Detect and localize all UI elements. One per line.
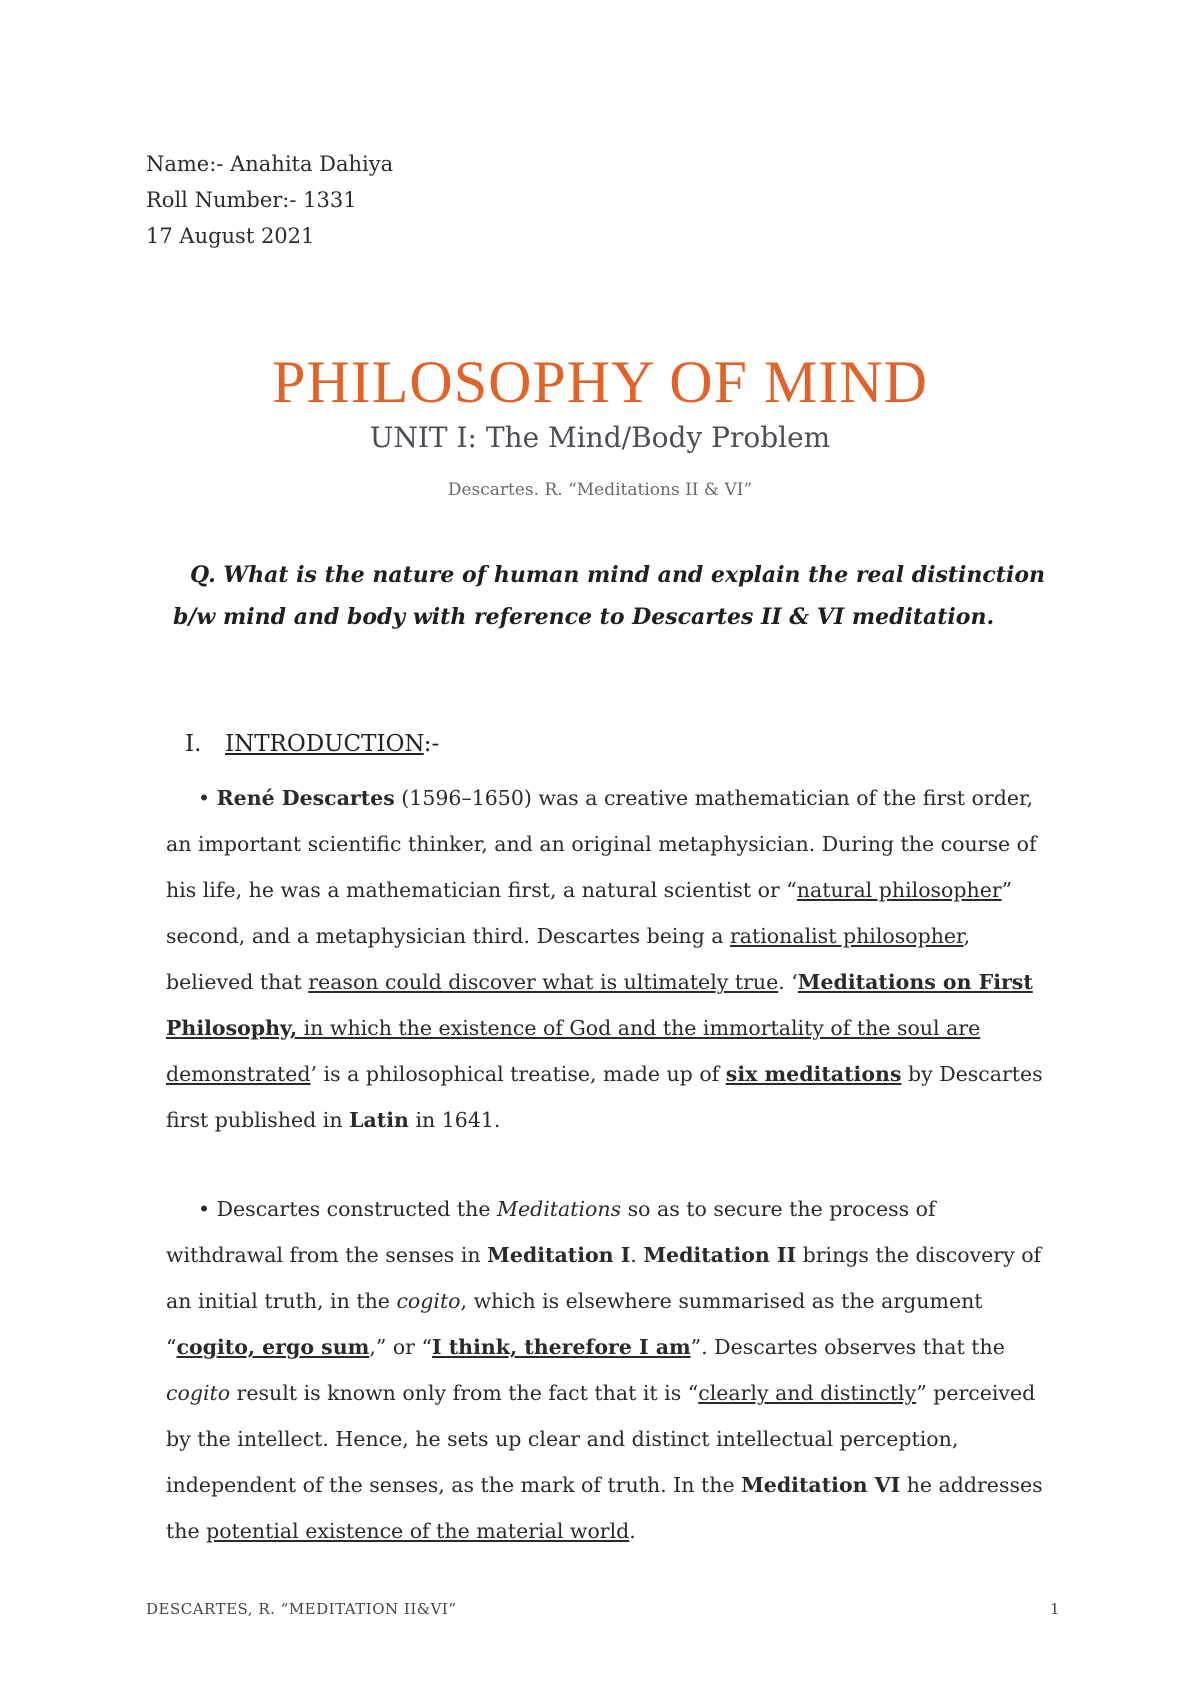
intro-paragraph-1 [166,775,1046,1143]
underlined-text: in which the existence of God and the immortality of the soul are demonstrated [166,1016,981,1086]
intro-paragraph-2 [166,1186,1046,1554]
page-title: PHILOSOPHY OF MIND [272,349,928,415]
question-line-1: Q. What is the nature of human mind and explain the real distinction [190,562,1045,588]
text: (1596–1650) was a creative mathematician of the first order, an important scientific thinker, and an original metaphysician. During the course of his life, he was a mathematician first, a natural scientist or “ [166,786,1037,902]
page-number: 1 [1050,1600,1060,1618]
roll-number: Roll Number:- 1331 [146,188,357,212]
text: ,” or “ [369,1335,432,1359]
underlined-text: potential existence of the material world [206,1519,630,1543]
bold-underlined-text: six meditations [725,1062,902,1086]
underlined-text: rationalist philosopher [729,924,964,948]
text: ’ is a philosophical treatise, made up of [310,1062,726,1086]
italic-text: Meditations [496,1197,622,1221]
text: , which is elsewhere summarised as the argument “ [166,1289,983,1359]
text: Descartes constructed the [210,1197,497,1221]
italic-text: cogito [396,1289,461,1313]
text: so as to secure the process of withdrawal from the senses in [166,1197,936,1267]
footer-title: DESCARTES, R. “MEDITATION II&VI” [146,1600,457,1618]
text: . ‘ [778,970,798,994]
document-date: 17 August 2021 [146,224,315,248]
text: . [629,1519,636,1543]
unit-subtitle: UNIT I: The Mind/Body Problem [369,421,831,454]
text: he addresses the [166,1473,1043,1543]
section-number: I. [185,731,202,757]
bold-underlined-text: Meditations on First Philosophy, [166,970,1033,1040]
section-suffix: :- [423,731,440,757]
author-name: Name:- Anahita Dahiya [146,152,394,176]
descartes-name: René Descartes [216,786,395,810]
bold-text: Meditation II [643,1243,797,1267]
bold-text: Meditation VI [741,1473,901,1497]
underlined-text: reason could discover what is ultimately true [308,970,779,994]
text: ”. Descartes observes that the [690,1335,1005,1359]
text: by Descartes first published in [166,1062,1043,1132]
question [173,554,1070,638]
question-line-2: b/w mind and body with reference to Descartes II & VI meditation. [173,604,995,630]
section-label: INTRODUCTION [225,731,424,757]
bold-text: Meditation I [487,1243,631,1267]
text: . [630,1243,644,1267]
text: result is known only from the fact that it is “ [230,1381,699,1405]
italic-text: cogito [166,1381,231,1405]
text: ” perceived by the intellect. Hence, he sets up clear and distinct intellectual perception, independent of the senses, as the mark of truth. In the [166,1381,1036,1497]
text: in 1641. [408,1108,501,1132]
bold-underlined-text: cogito, ergo sum [176,1335,370,1359]
text: brings the discovery of an initial truth, in the [166,1243,1042,1313]
bullet-icon: • [198,786,211,810]
bullet-icon: • [198,1197,211,1221]
section-heading [185,727,439,761]
source-reference: Descartes. R. “Meditations II & VI” [447,480,753,500]
bold-text: Latin [349,1108,409,1132]
author-info [146,146,393,254]
text: ” second, and a metaphysician third. Descartes being a [166,878,1013,948]
text: , believed that [166,924,971,994]
bold-underlined-text: I think, therefore I am [431,1335,691,1359]
underlined-text: clearly and distinctly [698,1381,917,1405]
underlined-text: natural philosopher [796,878,1002,902]
